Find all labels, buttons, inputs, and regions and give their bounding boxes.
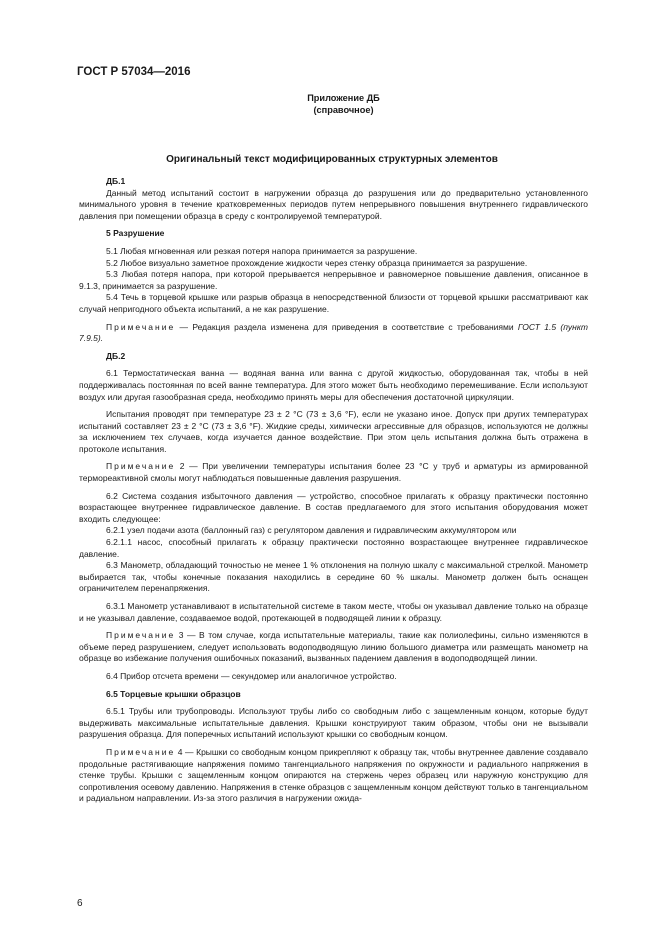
note-1-label: Примечание [106, 321, 176, 332]
clause-6-1-temperature: Испытания проводят при температуре 23 ± 2 °С (73 ± 3,6 °F), если не указано иное. Допуск при других температурах испытаний составляет 23 ± 2 °С (73 ± 3,6 °F). Жидкие среды, химически агрессивные для образцов, используются не должны за исключением тех случаев, когда изучается данное воздействие. При этом цель испытания должна быть отражена в протоколе испытания. [79, 409, 588, 454]
clause-6-2-1-1: 6.2.1.1 насос, способный прилагать к образцу практически постоянно возрастающее внутреннее гидравлическое давление. [79, 537, 588, 559]
note-3-text: 3 — В том случае, когда испытательные материалы, такие как полиолефины, сильно изменяются в объеме перед разрушением, следует использовать водоподводящую линию большого диаметра или размещать манометр на образце во избежание получения ошибочных показаний, вызванных падением давления в водоподводящей линии. [79, 630, 588, 664]
note-1 [79, 322, 588, 345]
appendix-title: Приложение ДБ [307, 93, 380, 103]
appendix-heading [0, 92, 661, 116]
db2-heading: ДБ.2 [106, 350, 126, 361]
clause-6-5-1: 6.5.1 Трубы или трубопроводы. Используют трубы либо со свободным либо с защемленным концом, которые будут выдерживать максимальные испытательные давления. Крышки конструируют таким образом, чтобы они не вызывали разрушения образца. Для поперечных испытаний используют крышки со свободным концом. [79, 706, 588, 740]
clause-6-3-1: 6.3.1 Манометр устанавливают в испытательной системе в таком месте, чтобы он указывал давление только на образце и не указывал давление, создаваемое водой, протекающей в подводящей линии к образцу. [79, 601, 588, 623]
note-4-text: 4 — Крышки со свободным концом прикрепляют к образцу так, чтобы внутреннее давление создавало продольные растягивающие напряжения помимо тангенциального напряжения по окружности и радиального напряжения в стенке трубы. Крышки с защемленным концом опираются на стержень через образец или наружную конструкцию для сопротивления осевому давлению. Напряжения в стенке образцов с защемленным концом действуют только в тангенциальном и радиальном направлении. Из-за этого различия в нагружении ожида- [79, 746, 588, 804]
clause-6-2: 6.2 Система создания избыточного давления — устройство, способное прилагать к образцу практически постоянно возрастающее внутреннее гидравлическое давление. В состав предлагаемого для этого испытания оборудования может входить следующее: [79, 490, 588, 524]
section-5-heading: 5 Разрушение [106, 228, 165, 239]
clause-6-2-1: 6.2.1 узел подачи азота (баллонный газ) с регулятором давления и гидравлическим аккумулятором или [106, 525, 517, 536]
section-title: Оригинальный текст модифицированных структурных элементов [166, 154, 498, 165]
clause-6-1: 6.1 Термостатическая ванна — водяная ванна или ванна с другой жидкостью, оборудованная так, чтобы в ней поддерживалась постоянная по всей ванне температура. Для этого может быть необходимо перемешивание. Если используют воздух или другая газообразная среда, необходимо принять меры для обеспечения достаточной циркуляции. [79, 368, 588, 402]
note-4 [79, 747, 588, 805]
db1-paragraph: Данный метод испытаний состоит в нагружении образца до разрушения или до предварительно установленного минимального уровня в течение кратковременных периодов путем непрерывного повышения внутреннего гидравлического давления при помещении образца в среду с контролируемой температурой. [79, 187, 588, 221]
note-3-label: Примечание [106, 630, 176, 641]
document-code-header: ГОСТ Р 57034—2016 [77, 66, 191, 78]
clause-5-3: 5.3 Любая потеря напора, при которой прерывается непрерывное и равномерное повышение давления, описанное в 9.1.3, принимается за разрушение. [79, 269, 588, 291]
clause-5-2: 5.2 Любое визуально заметное прохождение жидкости через стенку образца принимается за разрушение. [106, 257, 528, 268]
clause-5-4: 5.4 Течь в торцевой крышке или разрыв образца в непосредственной близости от торцевой крышки рассматривают как случай непригодного объекта испытаний, а не как разрушение. [79, 292, 588, 314]
note-1-reference: ГОСТ 1.5 (пункт 7.9.5). [79, 321, 589, 344]
db1-heading: ДБ.1 [106, 176, 126, 186]
document-body [79, 176, 588, 805]
clause-6-3: 6.3 Манометр, обладающий точностью не менее 1 % отклонения на полную шкалу с максимальной стрелкой. Манометр выбирается так, чтобы конечные показания находились в середине 60 % шкалы. Манометр должен быть оснащен ограничителем перенапряжения. [79, 560, 588, 594]
section-6-5-heading: 6.5 Торцевые крышки образцов [106, 688, 241, 699]
note-2-text: 2 — При увеличении температуры испытания более 23 °С у труб и арматуры из армированной термореактивной смолы могут наблюдаться повышенные давления разрушения. [79, 461, 588, 484]
note-4-label: Примечание [106, 746, 176, 757]
note-1-text: — Редакция раздела изменена для приведения в соответствие с требованиями [175, 321, 518, 332]
note-2 [79, 461, 588, 484]
page-number: 6 [77, 898, 83, 909]
clause-5-1: 5.1 Любая мгновенная или резкая потеря напора принимается за разрушение. [106, 245, 418, 256]
note-2-label: Примечание [106, 461, 176, 472]
note-3 [79, 630, 588, 665]
clause-6-4: 6.4 Прибор отсчета времени — секундомер или аналогичное устройство. [106, 670, 397, 681]
appendix-subtitle: (справочное) [313, 105, 374, 115]
